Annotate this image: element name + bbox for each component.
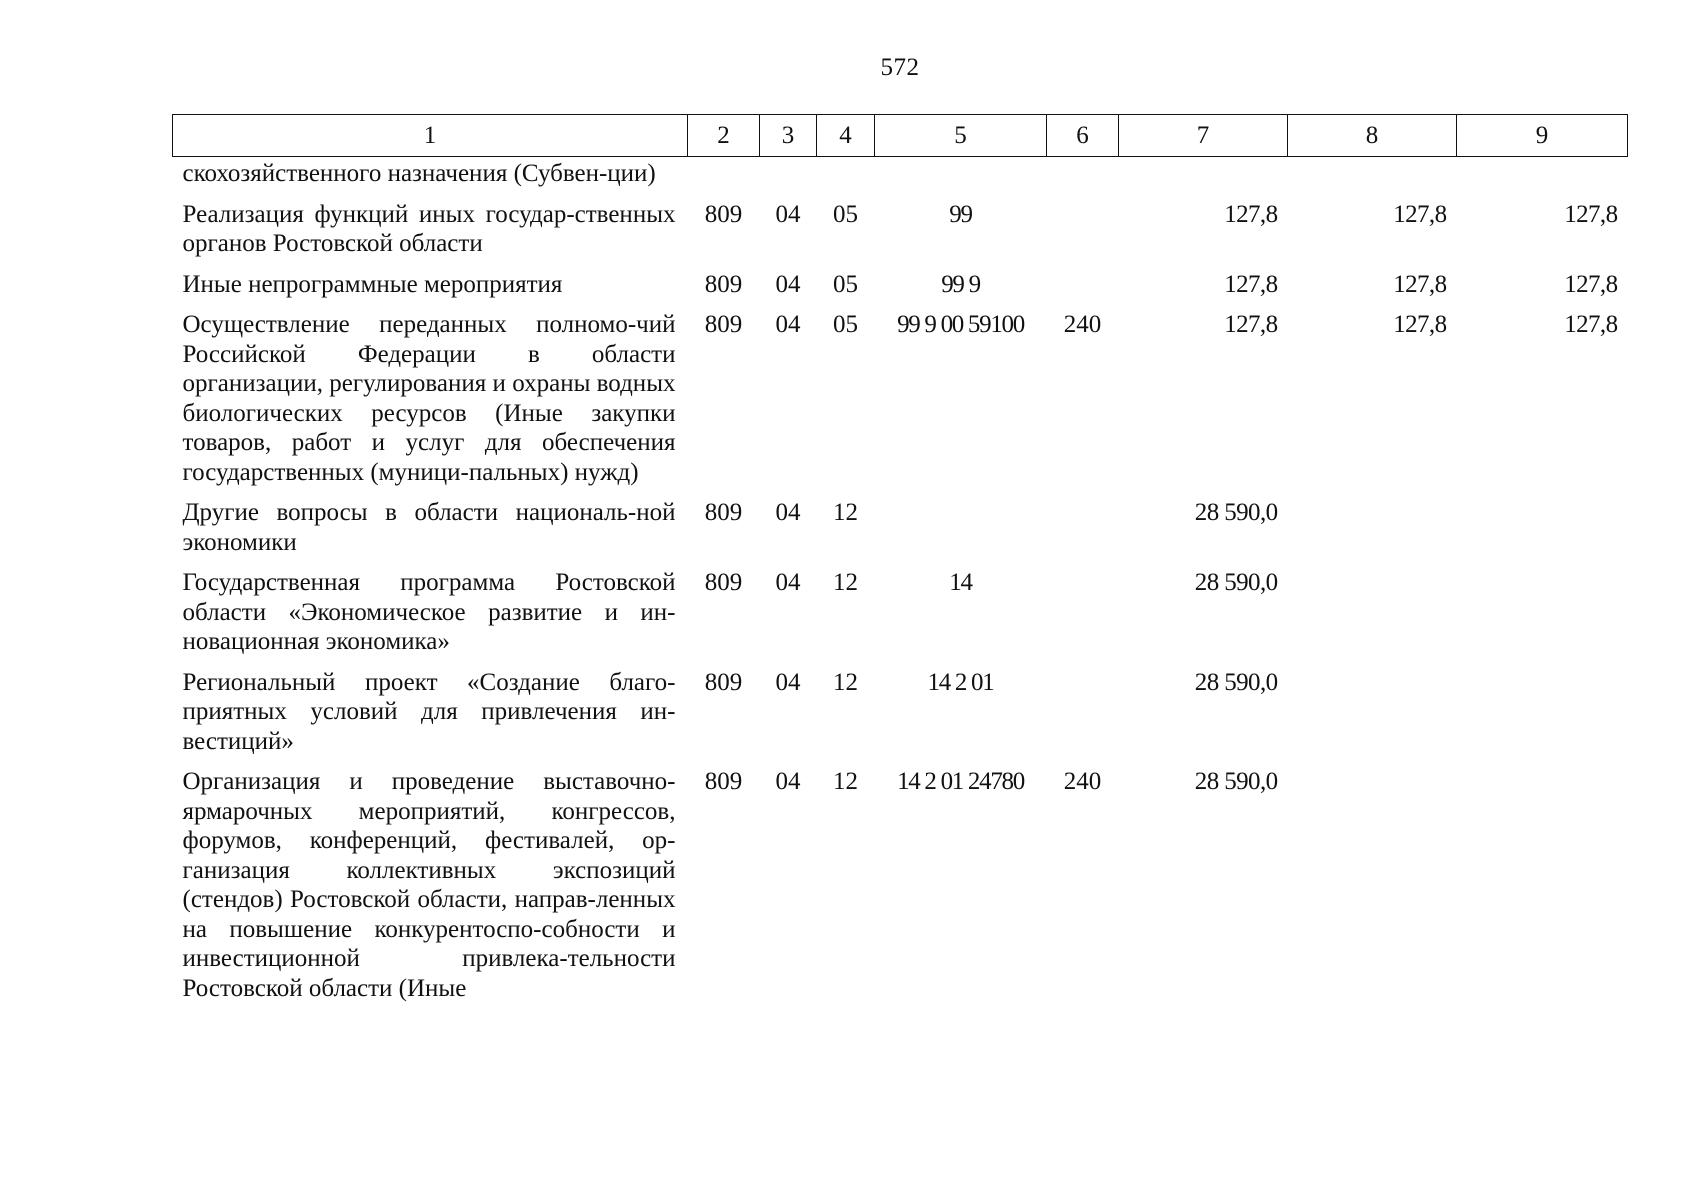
row-sum-3 xyxy=(1457,568,1628,668)
header-col-5: 5 xyxy=(875,115,1047,157)
row-ved: 809 xyxy=(704,311,743,338)
row-sum-1: 28 590,0 xyxy=(1194,569,1278,596)
row-csr: 99 xyxy=(949,200,972,228)
row-sum-2 xyxy=(1288,498,1457,568)
budget-table-container xyxy=(172,114,1627,1014)
header-row xyxy=(173,115,1628,157)
row-name: Другие вопросы в области националь-ной экономики xyxy=(182,499,676,556)
row-sum-2 xyxy=(1288,157,1457,200)
row-vr xyxy=(1047,668,1119,768)
row-sum-1: 28 590,0 xyxy=(1194,499,1278,526)
row-csr: 14 xyxy=(949,569,972,596)
header-col-2: 2 xyxy=(688,115,760,157)
header-col-6: 6 xyxy=(1047,115,1119,157)
row-sum-1: 127,8 xyxy=(1224,270,1278,298)
row-sum-1: 28 590,0 xyxy=(1194,768,1278,795)
row-csr: 14 2 01 24780 xyxy=(897,768,1024,795)
row-csr xyxy=(875,498,1047,568)
row-ved: 809 xyxy=(704,270,743,298)
row-sum-2: 127,8 xyxy=(1393,270,1447,298)
row-sum-2: 127,8 xyxy=(1393,200,1447,228)
row-vr: 240 xyxy=(1063,768,1102,795)
row-pr: 05 xyxy=(833,200,858,228)
row-sum-3: 127,8 xyxy=(1564,311,1618,338)
row-sum-3 xyxy=(1457,767,1628,1014)
table-body xyxy=(173,157,1628,1015)
row-sum-1: 127,8 xyxy=(1224,200,1278,228)
row-sum-3: 127,8 xyxy=(1564,200,1618,228)
row-sum-2 xyxy=(1288,568,1457,668)
row-rz: 04 xyxy=(775,200,801,228)
row-sum-3 xyxy=(1457,498,1628,568)
row-name: скохозяйственного назначения (Субвен-ции) xyxy=(182,160,656,187)
header-col-4: 4 xyxy=(817,115,875,157)
row-vr xyxy=(1047,498,1119,568)
row-sum-1 xyxy=(1119,157,1288,200)
row-rz: 04 xyxy=(775,270,801,298)
row-name: Региональный проект «Создание благо-приятных условий для привлечения ин-вестиций» xyxy=(182,668,676,755)
header-col-1: 1 xyxy=(173,115,688,157)
row-vr xyxy=(1047,200,1119,270)
row-rz: 04 xyxy=(775,569,801,596)
row-csr: 14 2 01 xyxy=(927,668,994,696)
row-rz: 04 xyxy=(775,311,801,338)
row-vr xyxy=(1047,157,1119,200)
row-sum-2: 127,8 xyxy=(1393,311,1447,338)
table-row xyxy=(173,310,1628,498)
row-pr: 12 xyxy=(833,499,858,526)
row-sum-1: 28 590,0 xyxy=(1194,668,1278,696)
header-col-3: 3 xyxy=(760,115,817,157)
row-rz xyxy=(760,157,817,200)
row-rz: 04 xyxy=(775,499,801,526)
row-name: Государственная программа Ростовской области «Экономическое развитие и ин-новационная экономика» xyxy=(182,569,676,655)
page-number: 572 xyxy=(880,54,920,81)
row-pr: 12 xyxy=(833,668,858,696)
row-sum-3: 127,8 xyxy=(1564,270,1618,298)
row-csr: 99 9 xyxy=(941,270,980,298)
header-col-9: 9 xyxy=(1457,115,1628,157)
table-row xyxy=(173,498,1628,568)
row-pr: 12 xyxy=(833,768,858,795)
row-csr xyxy=(875,157,1047,200)
row-vr: 240 xyxy=(1063,311,1102,338)
table-row xyxy=(173,568,1628,668)
budget-table xyxy=(172,114,1628,1014)
row-sum-3 xyxy=(1457,668,1628,768)
row-rz: 04 xyxy=(775,668,801,696)
row-ved: 809 xyxy=(704,768,743,795)
row-ved: 809 xyxy=(704,200,743,228)
row-vr xyxy=(1047,568,1119,668)
header-col-7: 7 xyxy=(1119,115,1288,157)
table-row xyxy=(173,668,1628,768)
row-sum-1: 127,8 xyxy=(1224,311,1278,338)
table-row xyxy=(173,270,1628,311)
row-name: Осуществление переданных полномо-чий Российской Федерации в области организации, регулирования и охраны водных биологических ресурсов (Иные закупки товаров, работ и услуг для обеспечения государственных (муници-пальных) нужд) xyxy=(182,311,676,486)
row-ved: 809 xyxy=(704,569,743,596)
row-name: Реализация функций иных государ-ственных органов Ростовской области xyxy=(182,200,676,257)
row-sum-2 xyxy=(1288,767,1457,1014)
row-name: Иные непрограммные мероприятия xyxy=(182,270,563,298)
row-csr: 99 9 00 59100 xyxy=(897,311,1024,338)
row-sum-2 xyxy=(1288,668,1457,768)
row-pr: 12 xyxy=(833,569,858,596)
table-header xyxy=(173,115,1628,157)
row-ved: 809 xyxy=(704,668,743,696)
row-ved xyxy=(688,157,760,200)
header-col-8: 8 xyxy=(1288,115,1457,157)
table-row xyxy=(173,767,1628,1014)
table-row xyxy=(173,200,1628,270)
row-name: Организация и проведение выставочно-ярмарочных мероприятий, конгрессов, форумов, конференций, фестивалей, ор-ганизация коллективных экспозиций (стендов) Ростовской области, направ-ленных на повышение конкурентоспо-собности и инвестиционной привлека-тельности Ростовской области (Иные xyxy=(182,768,676,1002)
row-pr: 05 xyxy=(833,311,858,338)
row-pr: 05 xyxy=(833,270,858,298)
row-sum-3 xyxy=(1457,157,1628,200)
row-ved: 809 xyxy=(704,499,743,526)
table-row xyxy=(173,157,1628,200)
row-rz: 04 xyxy=(775,768,801,795)
row-pr xyxy=(817,157,875,200)
row-vr xyxy=(1047,270,1119,311)
